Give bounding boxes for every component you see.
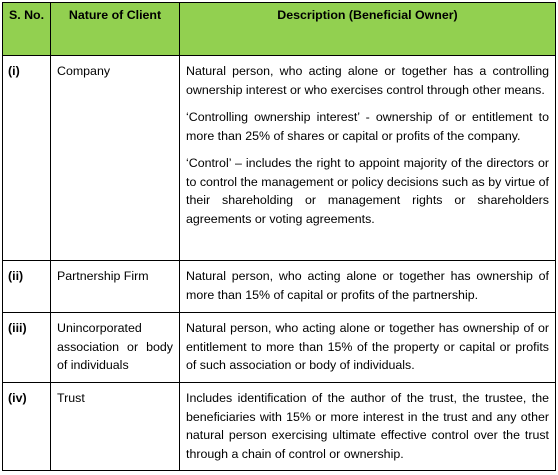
description-paragraph: Natural person, who acting alone or together has ownership of or entitlement to more than 15% of the property or capital or profits of such association or body of individuals. xyxy=(186,321,549,372)
row-description xyxy=(180,383,556,471)
table-row xyxy=(3,56,556,261)
table-row xyxy=(3,313,556,383)
row-sno: (i) xyxy=(3,56,51,261)
table-header-row xyxy=(3,3,556,56)
description-paragraph: Natural person, who acting alone or together has ownership of more than 15% of capital or profits of the partnership. xyxy=(186,269,549,302)
row-description xyxy=(180,261,556,313)
header-description: Description (Beneficial Owner) xyxy=(180,3,556,56)
row-description xyxy=(180,313,556,383)
row-nature: Trust xyxy=(51,383,180,471)
row-nature: Company xyxy=(51,56,180,261)
beneficial-owner-table xyxy=(2,2,556,471)
description-paragraph: Natural person, who acting alone or together has a controlling ownership interest or who exercises control through other means. xyxy=(186,64,549,97)
header-sno: S. No. xyxy=(3,3,51,56)
row-sno: (ii) xyxy=(3,261,51,313)
description-paragraph: ‘Controlling ownership interest’ - ownership of or entitlement to more than 25% of shares or capital or profits of the company. xyxy=(186,110,549,143)
header-nature-of-client: Nature of Client xyxy=(51,3,180,56)
row-nature: Partnership Firm xyxy=(51,261,180,313)
row-description xyxy=(180,56,556,261)
description-paragraph: Includes identification of the author of the trust, the trustee, the beneficiaries with 15% or more interest in the trust and any other natural person exercising ultimate effective control over the trust through a chain of control or ownership. xyxy=(186,391,549,461)
description-paragraph: ‘Control’ – includes the right to appoint majority of the directors or to control the management or policy decisions such as by virtue of their shareholding or management rights or shareholders agreements or voting agreements. xyxy=(186,156,549,226)
row-sno: (iv) xyxy=(3,383,51,471)
table-row xyxy=(3,383,556,471)
row-sno: (iii) xyxy=(3,313,51,383)
row-nature: Unincorporated association or body of individuals xyxy=(51,313,180,383)
table-row xyxy=(3,261,556,313)
